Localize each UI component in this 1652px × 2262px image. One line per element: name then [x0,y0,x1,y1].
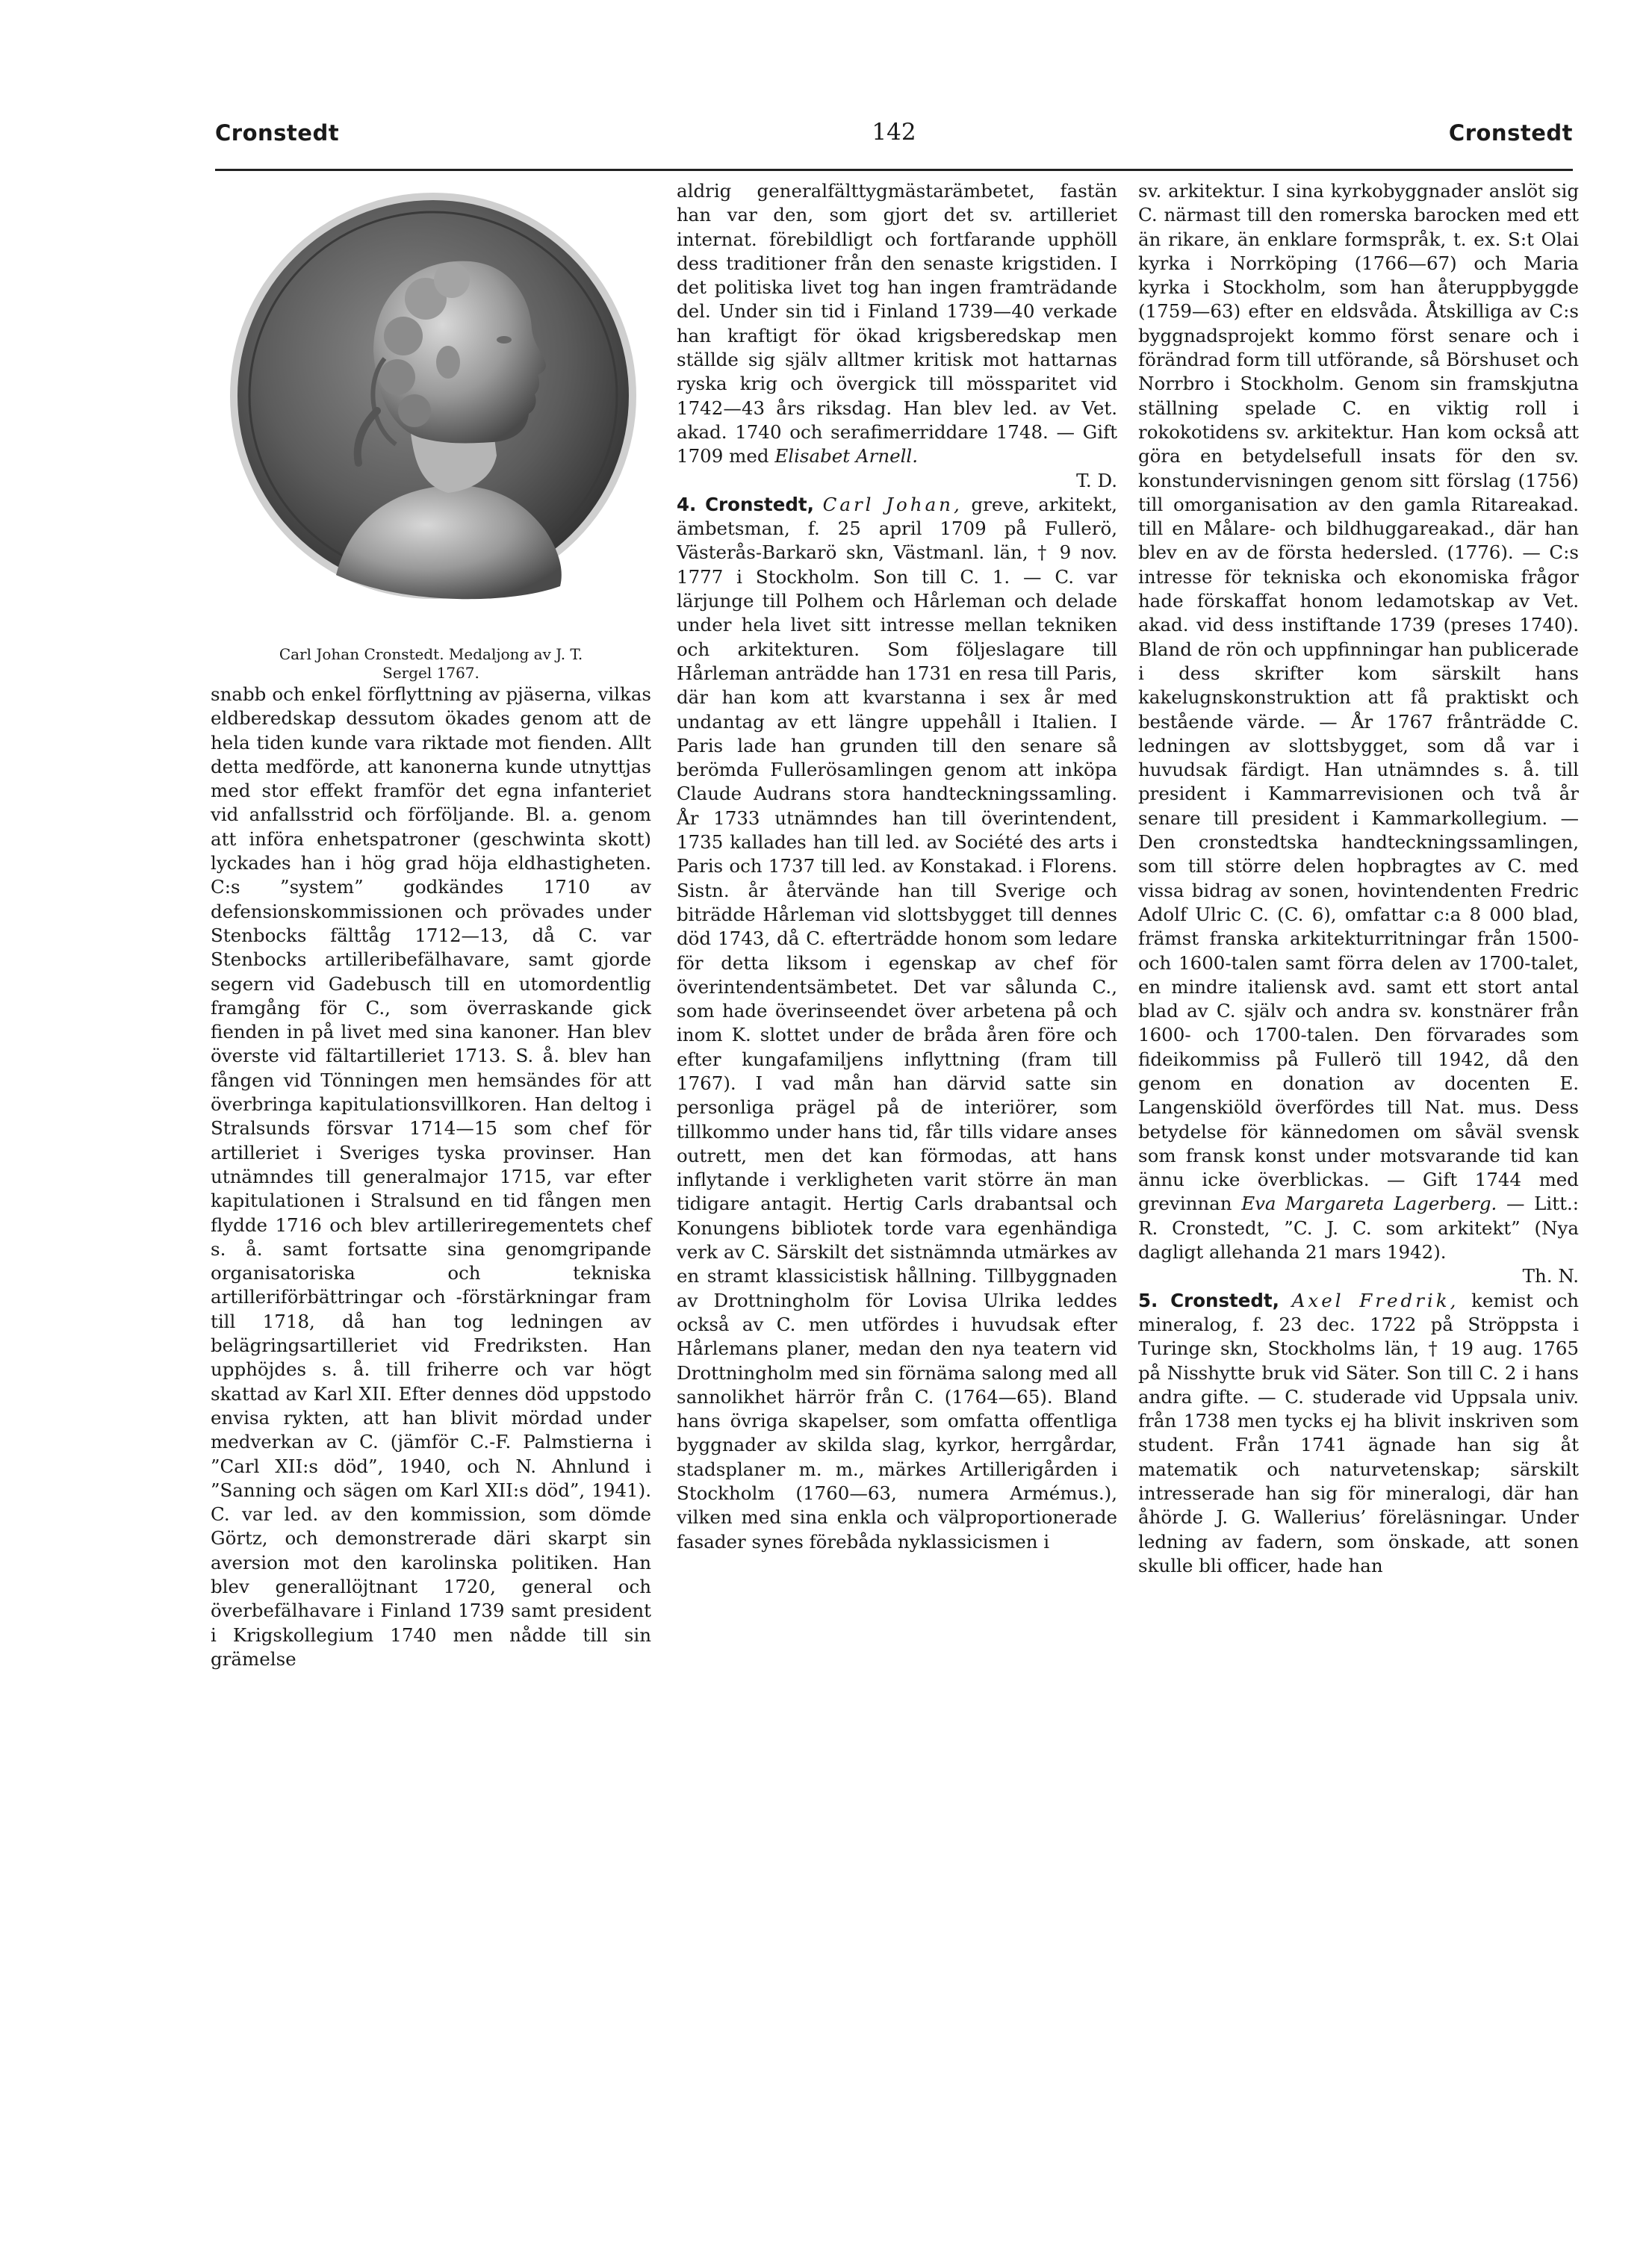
author-signature-td: T. D. [1076,469,1117,491]
page-number: 142 [872,119,916,146]
col2-paragraph-1 [677,179,1117,469]
column-1 [211,187,651,1671]
col3-paragraph-1 [1138,179,1579,1264]
portrait-medallion-image [224,187,642,605]
caption-line-1: Carl Johan Cronstedt. Medaljong av J. T. [279,645,583,663]
entry-5-given-name: Axel Fredrik, [1291,1289,1459,1311]
column-2 [677,179,1117,1554]
col3-literature: — Litt.: R. Cronstedt, ”C. J. C. som arkitekt” (Nya dagligt allehanda 21 mars 1942). [1138,1193,1579,1264]
header-rule [215,169,1573,171]
entry-5 [1138,1289,1579,1579]
col3-text-a: sv. arkitektur. I sina kyrkobyggnader anslöt sig C. närmast till den romerska barocken med ett än rikare, än enklare formspråk, t. ex. S:t Olai kyrka i Norrköping (1766—67) och Maria kyrka i Stockholm, som han återuppbyggde (1759—63) efter en eldsvåda. Åtskilliga av C:s byggnadsprojekt kommo först senare och i förändrad form till utförande, så Börshuset och Norrbro i Stockholm. Genom sin framskjutna ställning spelade C. en viktig roll i rokokotidens sv. arkitektur. Han kom också att göra en betydelsefull insats för den sv. konstundervisningen genom sitt förslag (1756) till omorganisation av den gamla Ritareakad. till en Målare- och bildhuggareakad., där han blev en av de första hedersled. (1776). — C:s intresse för tekniska och ekonomiska frågor hade förskaffat honom ledamotskap av Vet. akad. vid dess instiftande 1739 (preses 1740). Bland de rön och uppfinningar han publicerade i dess skrifter kom särskilt hans kakelugnskonstruktion att få praktiskt och bestående värde. — År 1767 frånträdde C. ledningen av slottsbygget, som då var i huvudsak färdigt. Han utnämndes s. å. till president i Kammarrevisionen och två år senare till president i Kammarkollegium. — Den cronstedtska handteckningssamlingen, som till större delen hopbragtes av C. med vissa bidrag av sonen, hovintendenten Fredric Adolf Ulric C. (C. 6), omfattar c:a 8 000 blad, främst franska arkitekturritningar från 1500- och 1600-talen samt förra delen av 1700-talet, en mindre italiensk avd. samt ett stort antal blad av C. själv och andra sv. konstnärer från 1600- och 1700-talen. Den förvarades som fideikommiss på Fullerö till 1942, då den genom en donation av docenten E. Langenskiöld överfördes till Nat. mus. Dess betydelse för kännedomen om såväl svensk som fransk konst under motsvarande tid kan ännu icke överblickas. — Gift 1744 med grevinnan [1138,180,1579,1215]
entry-5-text: kemist och mineralog, f. 23 dec. 1722 på Ströppsta i Turinge skn, Stockholms län, † 19 aug. 1765 på Nisshytte bruk vid Säter. Son till C. 2 i hans andra gifte. — C. studerade vid Uppsala univ. från 1738 men tycks ej ha blivit inskriven som student. Från 1741 ägnade han sig åt matematik och naturvetenskap; särskilt intresserade han sig för mineralogi, där han åhörde J. G. Wallerius’ föreläsningar. Under ledning av fadern, som önskade, att sonen skulle bli officer, hade han [1138,1289,1579,1576]
col3-signature-line [1138,1264,1579,1288]
page-header [215,116,1573,161]
entry-4-text: greve, arkitekt, ämbetsman, f. 25 april 1709 på Fullerö, Västerås-Barkarö skn, Västmanl. län, † 9 nov. 1777 i Stockholm. Son till C. 1. — C. var lärjunge till Polhem och Hårleman och delade under hela livet sitt intresse mellan tekniken och arkitekturen. Som följeslagare till Hårleman anträdde han 1731 en resa till Paris, där han kom att kvarstanna i sex år med undantag av ett längre uppehåll i Italien. I Paris lade han grunden till den senare så berömda Fullerösamlingen genom att inköpa Claude Audrans stora handteckningssamling. År 1733 utnämndes han till överintendent, 1735 kallades han till led. av Société des arts i Paris och 1737 till led. av Konstakad. i Florens. Sistn. år återvände han till Sverige och biträdde Hårleman vid slottsbygget till dennes död 1743, då C. efterträdde honom som ledare för detta liksom i egenskap av chef för överintendentsämbetet. Det var sålunda C., som hade överinseendet över arbetena på och inom K. slottet under de bråda åren före och efter kungafamiljens inflyttning (fram till 1767). I vad mån han därvid satte sin personliga prägel på de interiörer, som tillkommo under hans tid, får tills vidare anses outrett, men det kan förmodas, att hans inflytande i verkligheten varit större än man tidigare antagit. Hertig Carls drabantsal och Konungens bibliotek torde vara egenhändiga verk av C. Särskilt det sistnämnda utmärkes av en stramt klassicistisk hållning. Tillbyggnaden av Drottningholm för Lovisa Ulrika leddes också av C. men utfördes i huvudsak efter Hårlemans planer, medan den nya teatern vid Drottningholm med sin förnäma salong med all sannolikhet härrör från C. (1764—65). Bland hans övriga skapelser, som omfatta offentliga byggnader av skilda slag, kyrkor, herrgårdar, stadsplaner m. m., märkes Artillerigården i Stockholm (1760—63, numera Armémus.), vilken med sina enkla och välproportionerade fasader synes förebåda nyklassicismen i [677,493,1118,1553]
col2-signature-line [677,469,1117,493]
entry-5-number: 5. [1138,1289,1158,1311]
entry-4-given-name: Carl Johan, [822,493,963,515]
entry-4-surname: Cronstedt, [705,493,814,515]
column-3 [1138,179,1579,1578]
col2-spouse-name: Elisabet Arnell. [774,445,919,467]
col2-text-continued: aldrig generalfälttygmästarämbetet, fastän han var den, som gjort det sv. artilleriet internat. förebildligt och fortfarande upphöll dess traditioner från den senaste krigstiden. I det politiska livet tog han ingen framträdande del. Under sin tid i Finland 1739—40 verkade han kraftigt för ökad krigsberedskap men ställde sig själv alltmer kritisk mot hattarnas ryska krig och övergick till mössparitet vid 1742—43 års riksdag. Han blev led. av Vet. akad. 1740 och serafimerriddare 1748. — Gift 1709 med [677,180,1117,467]
author-signature-thn: Th. N. [1522,1265,1579,1287]
entry-4 [677,493,1117,1554]
entry-5-surname: Cronstedt, [1170,1289,1279,1311]
caption-line-2: Sergel 1767. [382,664,479,682]
figure-caption [211,645,651,683]
running-head-left: Cronstedt [215,120,340,146]
running-head-right: Cronstedt [1448,120,1573,146]
entry-4-number: 4. [677,493,697,515]
col1-paragraph: snabb och enkel förflyttning av pjäserna, vilkas eldberedskap dessutom ökades genom att de hela tiden kunde vara riktade mot fienden. Allt detta medförde, att kanonerna kunde utnyttjas med stor effekt framför det egna infanteriet vid anfallsstrid och förföljande. Bl. a. genom att införa enhetspatroner (geschwinta skott) lyckades han i hög grad höja eldhastigheten. C:s ”system” godkändes 1710 av defensionskommissionen och prövades under Stenbocks fälttåg 1712—13, då C. var Stenbocks artilleribefälhavare, samt gjorde segern vid Gadebusch till en utomordentlig framgång för C., som överraskande gick fienden in på livet med sina kanoner. Han blev överste vid fältartilleriet 1713. S. å. blev han fången vid Tönningen men hemsändes för att överbringa kapitulationsvillkoren. Han deltog i Stralsunds försvar 1714—15 som chef för artilleriet i Sveriges tyska provinser. Han utnämndes till generalmajor 1715, var efter kapitulationen i Stralsund en tid fången men flydde 1716 och blev artilleriregementets chef s. å. samt fortsatte sina genomgripande organisatoriska och tekniska artilleriförbättringar och -förstärkningar fram till 1718, då han tog ledningen av belägringsartilleriet vid Fredriksten. Han upphöjdes s. å. till friherre och var högt skattad av Karl XII. Efter dennes död uppstodo envisa rykten, att han blivit mördad under medverkan av C. (jämför C.-F. Palmstierna i ”Carl XII:s död”, 1940, och N. Ahnlund i ”Sanning och sägen om Karl XII:s död”, 1941). C. var led. av den kommission, som dömde Görtz, och demonstrerade däri skarpt sin aversion mot den karolinska politiken. Han blev generallöjtnant 1720, general och överbefälhavare i Finland 1739 samt president i Krigskollegium 1740 men nådde till sin grämelse [211,683,651,1670]
col3-spouse-name: Eva Margareta Lagerberg. [1241,1193,1497,1215]
medallion-figure [211,187,651,642]
